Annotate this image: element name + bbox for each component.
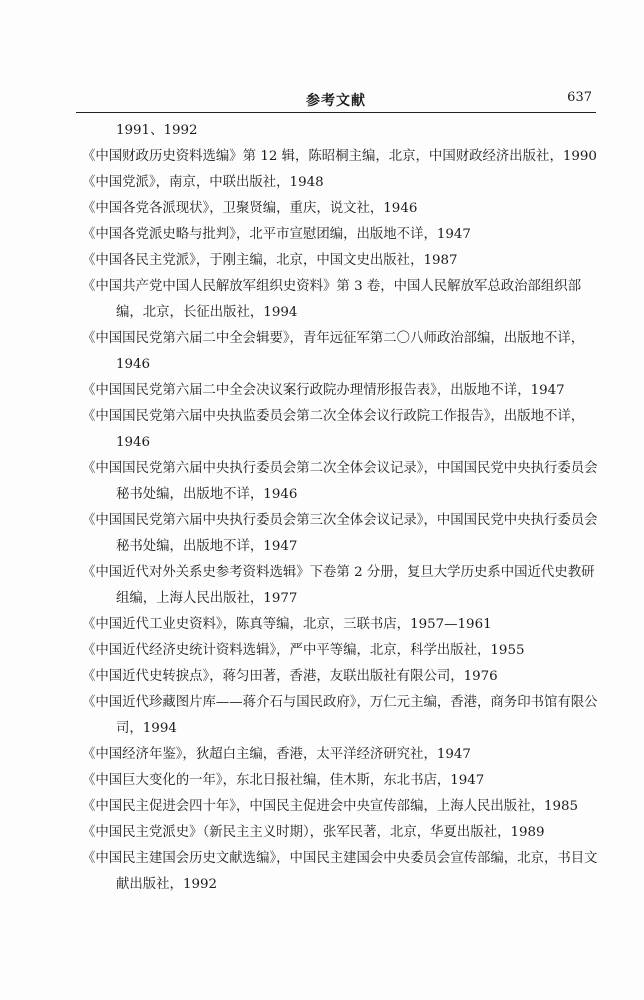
reference-entry: 《中国巨大变化的一年》，东北日报社编，佳木斯，东北书店，1947 (82, 773, 485, 788)
reference-entry: 《中国民主党派史》（新民主主义时期），张军民著，北京，华夏出版社，1989 (82, 825, 545, 840)
reference-entry: 《中国近代对外关系史参考资料选辑》下卷第 2 分册，复旦大学历史系中国近代史教研组编，上海人民出版社，1977 (82, 565, 595, 606)
reference-entry: 《中国国民党第六届二中全会辑要》，青年远征军第二〇八师政治部编，出版地不详，1946 (82, 331, 585, 372)
reference-entry: 《中国国民党第六届中央执监委员会第二次全体会议行政院工作报告》，出版地不详，1946 (82, 409, 585, 450)
page-number: 637 (567, 90, 592, 105)
reference-entry: 《中国共产党中国人民解放军组织史资料》第 3 卷，中国人民解放军总政治部组织部编，北京，长征出版社，1994 (82, 279, 582, 320)
reference-entry: 《中国近代珍藏图片库——蒋介石与国民政府》，万仁元主编，香港，商务印书馆有限公司，1994 (82, 695, 598, 736)
reference-entry: 《中国各民主党派》，于刚主编，北京，中国文史出版社，1987 (82, 253, 458, 268)
reference-entry: 《中国近代经济史统计资料选辑》，严中平等编，北京，科学出版社，1955 (82, 643, 525, 658)
page-header (76, 86, 596, 113)
reference-entry: 《中国国民党第六届中央执行委员会第三次全体会议记录》，中国国民党中央执行委员会秘书处编，出版地不详，1947 (82, 513, 598, 554)
reference-entry: 《中国近代工业史资料》，陈真等编，北京，三联书店，1957—1961 (82, 617, 492, 632)
running-title: 参考文献 (306, 93, 366, 109)
reference-entry: 1991、1992 (116, 123, 198, 138)
reference-entry: 《中国党派》，南京，中联出版社，1948 (82, 175, 324, 190)
reference-entry: 《中国近代史转捩点》，蒋匀田著，香港，友联出版社有限公司，1976 (82, 669, 498, 684)
reference-entry: 《中国民主建国会历史文献选编》，中国民主建国会中央委员会宣传部编，北京，书目文献出版社，1992 (82, 851, 598, 892)
reference-list (82, 118, 600, 898)
reference-entry: 《中国国民党第六届二中全会决议案行政院办理情形报告表》，出版地不详，1947 (82, 383, 565, 398)
reference-entry: 《中国各党派史略与批判》，北平市宣慰团编，出版地不详，1947 (82, 227, 471, 242)
reference-entry: 《中国民主促进会四十年》，中国民主促进会中央宣传部编，上海人民出版社，1985 (82, 799, 579, 814)
reference-entry: 《中国各党各派现状》，卫聚贤编，重庆，说文社，1946 (82, 201, 418, 216)
reference-entry: 《中国经济年鉴》，狄超白主编，香港，太平洋经济研究社，1947 (82, 747, 471, 762)
reference-entry: 《中国财政历史资料选编》第 12 辑，陈昭桐主编，北京，中国财政经济出版社，1990 (82, 149, 597, 164)
reference-entry: 《中国国民党第六届中央执行委员会第二次全体会议记录》，中国国民党中央执行委员会秘书处编，出版地不详，1946 (82, 461, 598, 502)
